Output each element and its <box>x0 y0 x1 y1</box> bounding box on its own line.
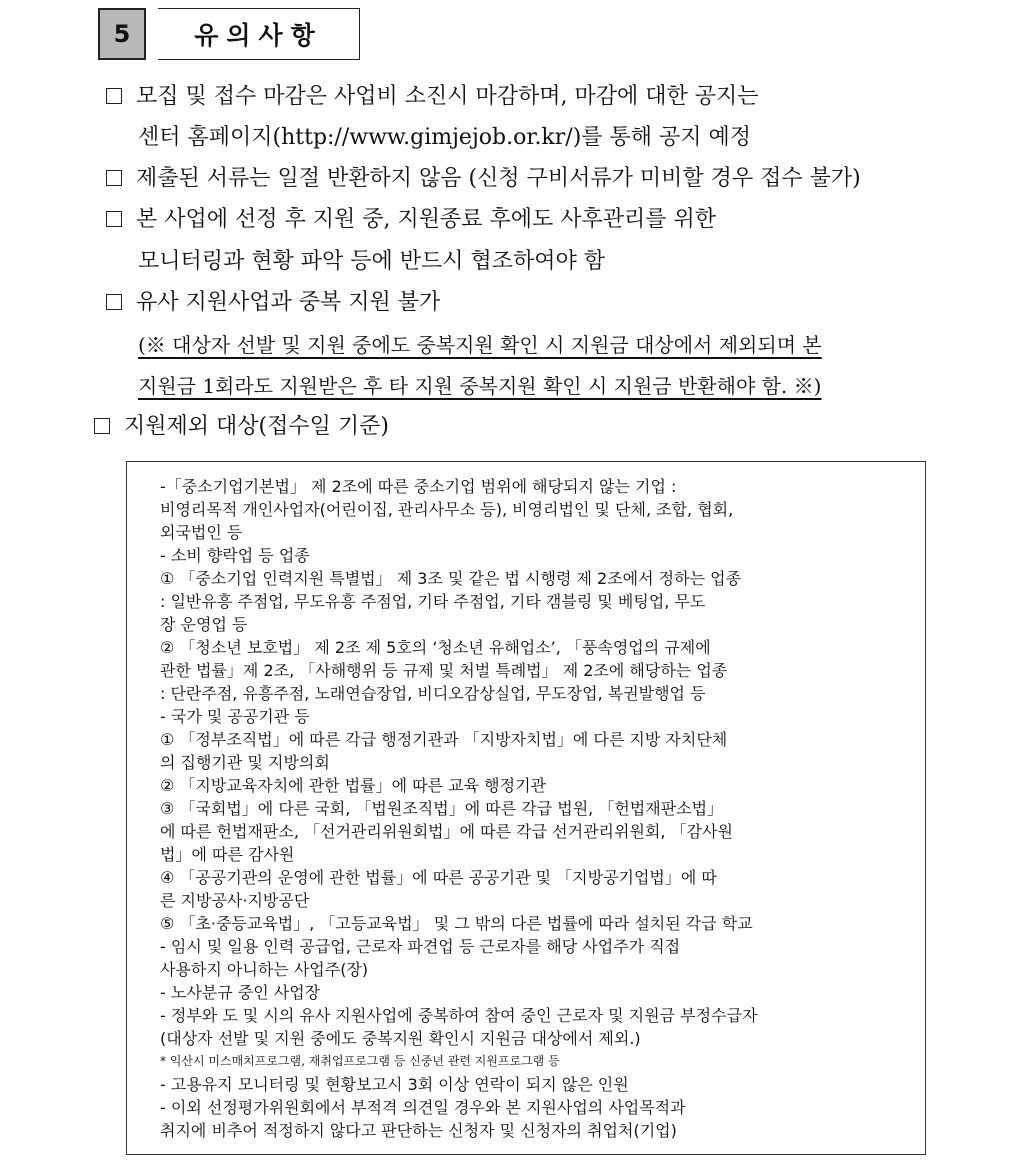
box-line: - 이외 선정평가위원회에서 부적격 의견일 경우와 본 지원사업의 사업목적과 <box>160 1098 686 1117</box>
box-line: : 일반유흥 주점업, 무도유흥 주점업, 기타 주점업, 기타 갬블링 및 베팅업, 무도 <box>160 592 706 611</box>
box-line: - 임시 및 일용 인력 공급업, 근로자 파견업 등 근로자를 해당 사업주가 직접 <box>160 937 681 956</box>
box-line: 사용하지 아니하는 사업주(장) <box>160 960 369 979</box>
bullet-item: 지원제외 대상(접수일 기준) <box>94 412 389 442</box>
underlined-note: 지원금 1회라도 지원받은 후 타 지원 중복지원 확인 시 지원금 반환해야 함. ※) <box>138 374 822 398</box>
box-line: - 소비 향락업 등 업종 <box>160 546 310 565</box>
box-line: 의 집행기관 및 지방의회 <box>160 753 330 772</box>
section-title: 유의사항 <box>158 8 360 60</box>
box-line: - 정부와 도 및 시의 유사 지원사업에 중복하여 참여 중인 근로자 및 지원금 부정수급자 <box>160 1006 758 1025</box>
box-line: 비영리목적 개인사업자(어린이집, 관리사무소 등), 비영리법인 및 단체, 조합, 협회, <box>160 500 734 519</box>
box-line: ⑤ 「초·중등교육법」, 「고등교육법」 및 그 밖의 다른 법률에 따라 설치된 각급 학교 <box>160 914 753 933</box>
box-line: - 국가 및 공공기관 등 <box>160 707 310 726</box>
box-line: (대상자 선발 및 지원 중에도 중복지원 확인시 지원금 대상에서 제외.) <box>160 1029 641 1048</box>
box-line: ② 「지방교육자치에 관한 법률」에 따른 교육 행정기관 <box>160 776 546 795</box>
box-line: ① 「중소기업 인력지원 특별법」 제 3조 및 같은 법 시행령 제 2조에서 정하는 업종 <box>160 569 742 588</box>
section-header <box>98 8 366 62</box>
box-line: ③ 「국회법」에 다른 국회, 「법원조직법」에 따른 각급 법원, 「헌법재판소법」 <box>160 799 724 818</box>
checkbox-square-icon <box>94 418 110 434</box>
bullet-continuation: 센터 홈페이지(http://www.gimjejob.or.kr/)를 통해 공지 예정 <box>138 125 752 150</box>
bullet-item: 모집 및 접수 마감은 사업비 소진시 마감하며, 마감에 대한 공지는 <box>106 82 759 112</box>
box-line: 취지에 비추어 적정하지 않다고 판단하는 신청자 및 신청자의 취업처(기업) <box>160 1121 677 1140</box>
checkbox-square-icon <box>106 88 122 104</box>
box-line: ① 「정부조직법」에 따른 각급 행정기관과 「지방자치법」에 다른 지방 자치단체 <box>160 730 728 749</box>
box-line: -「중소기업기본법」 제 2조에 따른 중소기업 범위에 해당되지 않는 기업 : <box>160 477 677 496</box>
box-line: - 노사분규 중인 사업장 <box>160 983 321 1002</box>
box-line: 에 따른 헌법재판소, 「선거관리위원회법」에 따른 각급 선거관리위원회, 「감사원 <box>160 822 733 841</box>
box-line: - 고용유지 모니터링 및 현황보고시 3회 이상 연락이 되지 않은 인원 <box>160 1075 629 1094</box>
box-line: 장 운영업 등 <box>160 615 248 634</box>
box-line: 관한 법률」제 2조, 「사해행위 등 규제 및 처벌 특례법」 제 2조에 해당하는 업종 <box>160 661 728 680</box>
checkbox-square-icon <box>106 294 122 310</box>
bullet-item: 유사 지원사업과 중복 지원 불가 <box>106 288 440 318</box>
box-line: 외국법인 등 <box>160 523 243 542</box>
box-line: : 단란주점, 유흥주점, 노래연습장업, 비디오감상실업, 무도장업, 복권발행업 등 <box>160 684 706 703</box>
box-line: 법」에 따른 감사원 <box>160 845 295 864</box>
section-number: 5 <box>98 8 146 60</box>
bullet-continuation: 모니터링과 현황 파악 등에 반드시 협조하여야 함 <box>138 249 606 274</box>
bullet-item: 본 사업에 선정 후 지원 중, 지원종료 후에도 사후관리를 위한 <box>106 205 716 235</box>
box-line: ② 「청소년 보호법」 제 2조 제 5호의 ‘청소년 유해업소’, 「풍속영업의 규제에 <box>160 638 711 657</box>
bullet-item: 제출된 서류는 일절 반환하지 않음 (신청 구비서류가 미비할 경우 접수 불가) <box>106 164 861 194</box>
checkbox-square-icon <box>106 211 122 227</box>
box-footnote: * 익산시 미스매치프로그램, 재취업프로그램 등 신중년 관련 지원프로그램 등 <box>160 1054 560 1068</box>
checkbox-square-icon <box>106 170 122 186</box>
box-line: 른 지방공사·지방공단 <box>160 891 310 910</box>
underlined-note: (※ 대상자 선발 및 지원 중에도 중복지원 확인 시 지원금 대상에서 제외되며 본 <box>138 333 822 357</box>
box-line: ④ 「공공기관의 운영에 관한 법률」에 따른 공공기관 및 「지방공기업법」에 따 <box>160 868 717 887</box>
